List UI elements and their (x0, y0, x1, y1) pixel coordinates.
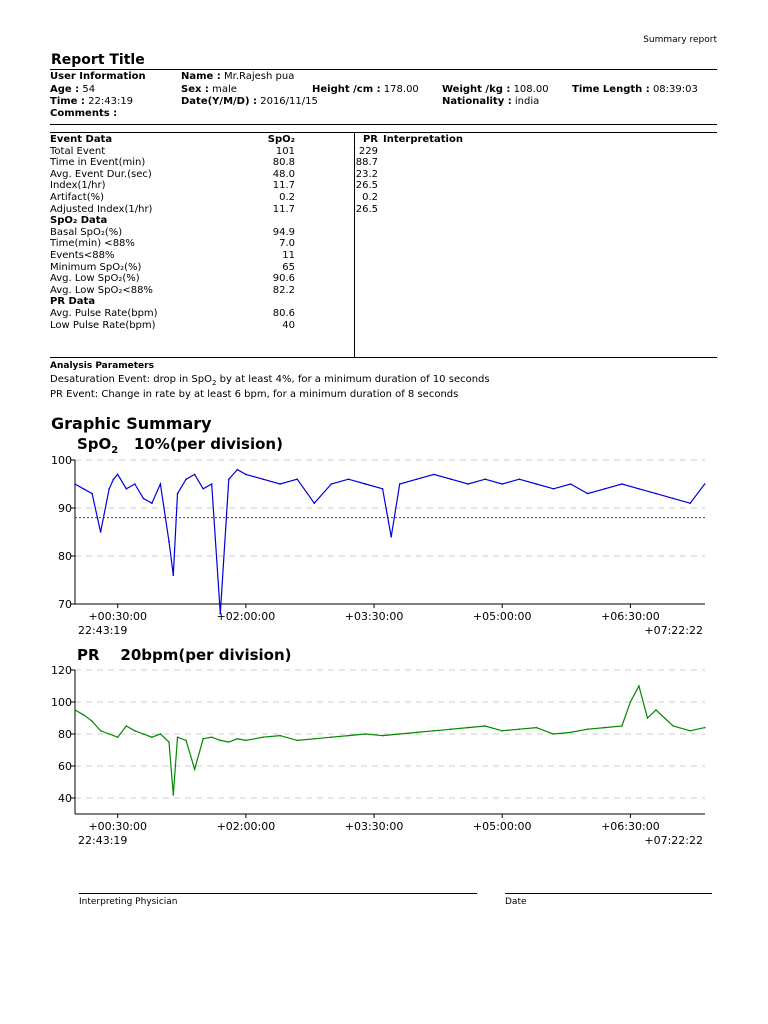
pr-event-param: PR Event: Change in rate by at least 6 bpm, for a minimum duration of 8 seconds (50, 389, 459, 400)
data-point (365, 733, 367, 735)
x-tick-label: +06:30:00 (601, 610, 660, 623)
row-label: Avg. Low SpO₂<88% (50, 284, 153, 296)
physician-signature-line (79, 893, 477, 894)
data-point (570, 483, 572, 485)
height-label: Height /cm : (312, 84, 381, 95)
data-point (382, 488, 384, 490)
table-row (50, 238, 378, 250)
x-tick-label: +02:00:00 (216, 820, 276, 833)
spo2-title-pre: SpO (77, 435, 112, 453)
pr-data-heading: PR Data (50, 296, 96, 308)
data-point (117, 474, 119, 476)
row-label: Time in Event(min) (50, 157, 146, 169)
table-row (50, 227, 378, 239)
data-point (172, 794, 174, 796)
spo2-data-heading: SpO₂ Data (50, 215, 108, 227)
pr-chart-title: PR 20bpm(per division) (77, 646, 292, 664)
pr-section-row (50, 296, 378, 308)
x-tick-label: +05:00:00 (472, 610, 532, 623)
table-row (50, 146, 378, 158)
data-point (382, 735, 384, 737)
row-spo2: 11.7 (272, 203, 295, 215)
row-spo2: 48.0 (272, 168, 295, 180)
time-value: 22:43:19 (88, 96, 134, 107)
data-point (83, 488, 85, 490)
summary-report-label: Summary report (643, 35, 717, 45)
data-point (100, 730, 102, 732)
data-point (262, 736, 264, 738)
data-point (143, 498, 145, 500)
table-row (50, 169, 378, 181)
data-point (484, 478, 486, 480)
row-label: Low Pulse Rate(bpm) (50, 319, 156, 331)
data-point (228, 741, 230, 743)
row-pr: 23.2 (355, 168, 378, 180)
name-label: Name : (181, 71, 221, 82)
height-value: 178.00 (383, 84, 419, 95)
data-point (185, 740, 187, 742)
data-point (604, 727, 606, 729)
data-point (416, 478, 418, 480)
rule-table-top (50, 132, 717, 133)
x-tick-label: +03:30:00 (344, 610, 404, 623)
data-point (168, 741, 170, 743)
data-point (237, 469, 239, 471)
data-point (390, 536, 392, 538)
data-point (450, 728, 452, 730)
interpretation-divider (354, 132, 355, 357)
data-point (630, 701, 632, 703)
data-point (211, 736, 213, 738)
data-point (704, 483, 706, 485)
row-spo2: 90.6 (272, 273, 295, 285)
data-point (296, 478, 298, 480)
weight-label: Weight /kg : (442, 84, 511, 95)
weight-value: 108.00 (513, 84, 549, 95)
row-label: Index(1/hr) (50, 180, 106, 192)
table-row (50, 204, 378, 216)
data-point (279, 483, 281, 485)
data-point (194, 474, 196, 476)
data-point (74, 483, 76, 485)
date-signature-line (505, 893, 712, 894)
row-spo2: 11 (282, 249, 295, 261)
data-point (672, 725, 674, 727)
pr-header: PR (362, 134, 378, 145)
physician-label: Interpreting Physician (79, 897, 178, 907)
data-point (279, 735, 281, 737)
x-tick-label: +05:00:00 (472, 820, 532, 833)
event-data-table (50, 134, 378, 331)
comments-label: Comments : (50, 108, 118, 119)
spo2-chart (0, 450, 768, 645)
data-point (202, 488, 204, 490)
graphic-summary-title: Graphic Summary (51, 414, 212, 433)
data-point (74, 709, 76, 711)
rule-table-bottom (50, 357, 717, 358)
sex-field (181, 84, 237, 95)
data-point (399, 483, 401, 485)
sex-label: Sex : (181, 84, 209, 95)
data-point (647, 717, 649, 719)
data-point (113, 478, 115, 480)
data-point (467, 727, 469, 729)
row-label: Time(min) <88% (50, 238, 135, 250)
name-value: Mr.Rajesh pua (224, 71, 295, 82)
table-row (50, 180, 378, 192)
date-value: 2016/11/15 (260, 96, 318, 107)
data-point (655, 493, 657, 495)
row-label: Basal SpO₂(%) (50, 226, 123, 238)
data-point (331, 736, 333, 738)
data-point (151, 736, 153, 738)
spo2-title-sub: 2 (111, 445, 119, 456)
table-row (50, 308, 378, 320)
x-tick-label: +00:30:00 (88, 820, 148, 833)
nationality-label: Nationality : (442, 96, 512, 107)
data-point (672, 498, 674, 500)
data-point (655, 709, 657, 711)
data-point (553, 488, 555, 490)
desaturation-param (50, 374, 490, 387)
age-label: Age : (50, 84, 80, 95)
date-field (181, 96, 318, 107)
row-pr: 26.5 (355, 203, 378, 215)
desat-text-sub: 2 (211, 379, 217, 387)
data-point (621, 483, 623, 485)
data-point (262, 478, 264, 480)
row-pr: 88.7 (355, 157, 378, 169)
table-row (50, 262, 378, 274)
data-point (689, 502, 691, 504)
data-point (83, 714, 85, 716)
data-point (467, 483, 469, 485)
data-point (519, 478, 521, 480)
x-tick-label: +03:30:00 (344, 820, 404, 833)
x-tick-label: +06:30:00 (601, 820, 660, 833)
row-value: 40 (282, 319, 295, 331)
data-point (484, 725, 486, 727)
nationality-value: india (514, 96, 540, 107)
row-label: Artifact(%) (50, 191, 105, 203)
spo2-header: SpO₂ (267, 134, 295, 145)
data-point (245, 740, 247, 742)
data-point (91, 493, 93, 495)
data-point (151, 502, 153, 504)
age-field (50, 84, 95, 95)
rule-user (50, 124, 717, 125)
data-point (536, 483, 538, 485)
x-tick-label: +02:00:00 (216, 610, 276, 623)
row-spo2: 65 (282, 261, 295, 273)
date-label: Date(Y/M/D) : (181, 96, 258, 107)
data-point (570, 732, 572, 734)
data-point (245, 474, 247, 476)
row-spo2: 80.8 (272, 157, 295, 169)
row-label: Avg. Pulse Rate(bpm) (50, 307, 158, 319)
y-tick-label: 100 (51, 696, 72, 709)
data-point (143, 733, 145, 735)
row-label: Minimum SpO₂(%) (50, 261, 142, 273)
row-spo2: 94.9 (272, 226, 295, 238)
time-length-value: 08:39:03 (652, 84, 698, 95)
x-end-label: +07:22:22 (644, 834, 703, 847)
y-tick-label: 40 (58, 792, 72, 805)
event-header-row (50, 134, 378, 146)
table-row (50, 285, 378, 297)
data-point (621, 725, 623, 727)
data-point (134, 483, 136, 485)
spo2-title-post: 10%(per division) (118, 435, 283, 453)
data-point (348, 478, 350, 480)
x-tick-label: +00:30:00 (88, 610, 148, 623)
data-point (536, 727, 538, 729)
data-point (108, 733, 110, 735)
y-tick-label: 70 (58, 598, 72, 611)
y-tick-label: 80 (58, 728, 72, 741)
data-point (168, 541, 170, 543)
table-row (50, 273, 378, 285)
time-label: Time : (50, 96, 85, 107)
pr-chart (0, 660, 768, 855)
row-spo2: 82.2 (272, 284, 295, 296)
data-point (108, 488, 110, 490)
data-point (160, 733, 162, 735)
nationality-field (442, 96, 539, 107)
data-point (553, 733, 555, 735)
y-tick-label: 120 (51, 664, 72, 677)
row-spo2: 11.7 (272, 180, 295, 192)
y-tick-label: 80 (58, 550, 72, 563)
data-point (519, 728, 521, 730)
x-start-label: 22:43:19 (78, 834, 128, 847)
series-line (75, 686, 705, 795)
data-point (177, 736, 179, 738)
row-pr: 0.2 (362, 191, 378, 203)
data-point (416, 732, 418, 734)
data-point (313, 738, 315, 740)
data-point (501, 730, 503, 732)
data-point (125, 725, 127, 727)
height-field (312, 84, 419, 95)
data-point (228, 478, 230, 480)
data-point (365, 483, 367, 485)
row-label: Adjusted Index(1/hr) (50, 203, 153, 215)
data-point (211, 483, 213, 485)
data-point (433, 730, 435, 732)
table-row (50, 157, 378, 169)
data-point (91, 720, 93, 722)
name-field (181, 71, 294, 82)
data-point (172, 574, 174, 576)
row-label: Avg. Low SpO₂(%) (50, 273, 140, 285)
data-point (117, 736, 119, 738)
analysis-parameters-title: Analysis Parameters (50, 361, 154, 371)
row-pr: 229 (358, 145, 378, 157)
data-point (100, 531, 102, 533)
report-title: Report Title (51, 52, 145, 68)
data-point (450, 478, 452, 480)
data-point (194, 768, 196, 770)
data-point (237, 738, 239, 740)
data-point (313, 502, 315, 504)
interpretation-header: Interpretation (383, 134, 463, 145)
desat-text-post: by at least 4%, for a minimum duration of 10 seconds (216, 374, 490, 385)
data-point (125, 488, 127, 490)
rule-top (50, 69, 717, 70)
data-point (185, 478, 187, 480)
data-point (587, 728, 589, 730)
data-point (296, 740, 298, 742)
data-point (348, 735, 350, 737)
event-data-header: Event Data (50, 134, 113, 145)
user-information-label: User Information (50, 71, 146, 82)
x-end-label: +07:22:22 (644, 624, 703, 637)
spo2-section-row (50, 215, 378, 227)
time-field (50, 96, 133, 107)
sex-value: male (212, 84, 237, 95)
data-point (704, 727, 706, 729)
row-value: 80.6 (272, 307, 295, 319)
data-point (177, 493, 179, 495)
age-value: 54 (82, 84, 96, 95)
data-point (219, 740, 221, 742)
data-point (604, 488, 606, 490)
row-spo2: 7.0 (279, 238, 295, 250)
data-point (331, 483, 333, 485)
data-point (202, 738, 204, 740)
data-point (160, 483, 162, 485)
data-point (501, 483, 503, 485)
y-tick-label: 90 (58, 502, 72, 515)
row-spo2: 101 (275, 145, 295, 157)
row-label: Total Event (50, 145, 106, 157)
data-point (689, 730, 691, 732)
table-row (50, 320, 378, 332)
data-point (638, 488, 640, 490)
y-tick-label: 60 (58, 760, 72, 773)
row-label: Events<88% (50, 249, 115, 261)
table-row (50, 250, 378, 262)
row-label: Avg. Event Dur.(sec) (50, 168, 152, 180)
date-label: Date (505, 897, 527, 907)
data-point (638, 685, 640, 687)
data-point (399, 733, 401, 735)
row-spo2: 0.2 (279, 191, 295, 203)
desat-text-pre: Desaturation Event: drop in SpO (50, 374, 212, 385)
y-tick-label: 100 (51, 454, 72, 467)
time-length-field (572, 84, 698, 95)
data-point (433, 474, 435, 476)
data-point (134, 730, 136, 732)
row-pr: 26.5 (355, 180, 378, 192)
x-start-label: 22:43:19 (78, 624, 128, 637)
data-point (587, 493, 589, 495)
weight-field (442, 84, 549, 95)
time-length-label: Time Length : (572, 84, 650, 95)
table-row (50, 192, 378, 204)
